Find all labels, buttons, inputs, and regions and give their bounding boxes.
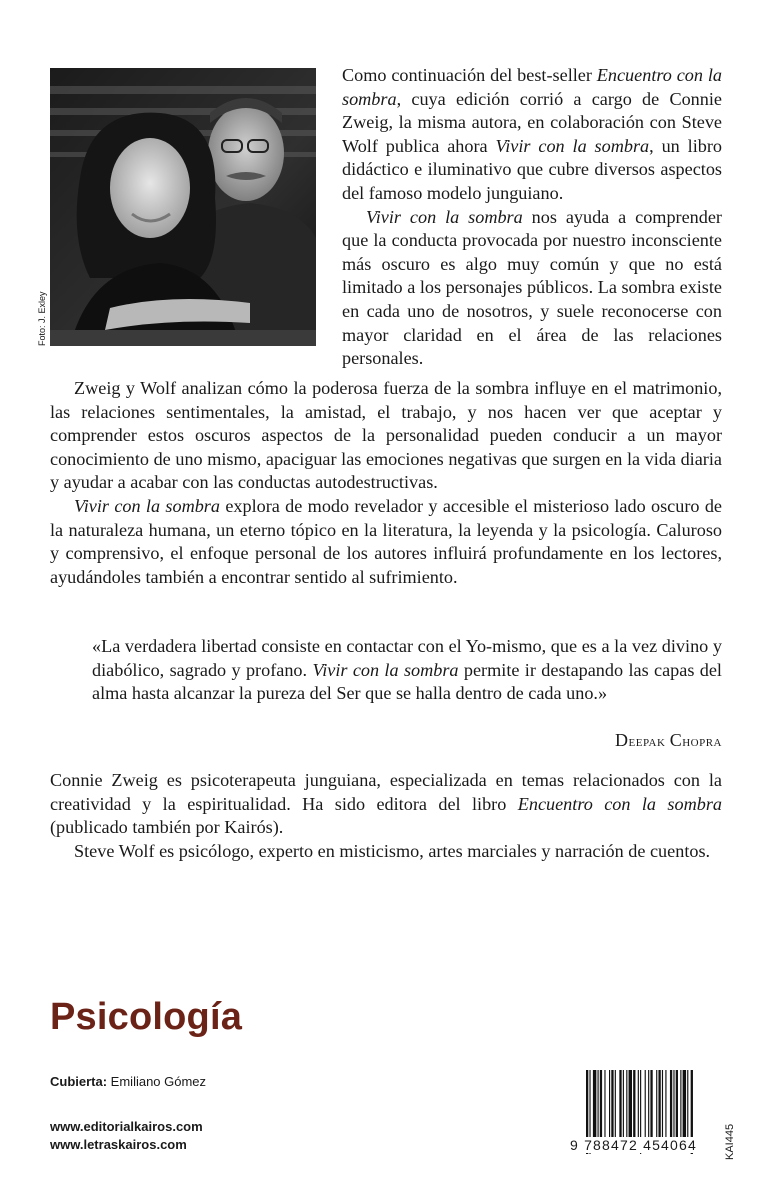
barcode-bar	[662, 1070, 663, 1146]
barcode-bar	[656, 1070, 657, 1146]
barcode-bar	[650, 1070, 652, 1146]
barcode-bar	[600, 1070, 602, 1146]
bio-paragraph-1: Connie Zweig es psicoterapeuta junguiana, especializada en temas relacionados con la creatividad y la espiritualidad. Ha sido editora del libro Encuentro con la sombra (publicado también por Kairós).	[50, 770, 722, 838]
barcode-bar	[645, 1070, 646, 1146]
link-editorialkairos[interactable]: www.editorialkairos.com	[50, 1119, 203, 1134]
author-photo	[50, 68, 316, 346]
barcode-bar	[687, 1070, 688, 1146]
barcode-bar	[676, 1070, 678, 1146]
barcode-bar	[683, 1070, 686, 1146]
main-paragraph-1: Zweig y Wolf analizan cómo la poderosa fuerza de la sombra influye en el matrimonio, las relaciones sentimentales, la amistad, el trabajo, y nos hacen ver que aceptar y comprender estos oscuros aspectos de la personalidad pueden conducir a un mayor conocimiento de uno mismo, apaciguar las emociones negativas que surgen en la vida diaria y ayudar a acabar con las conductas autodestructivas.	[50, 378, 722, 493]
section-title: Psicología	[50, 996, 243, 1038]
link-letraskairos[interactable]: www.letraskairos.com	[50, 1137, 187, 1152]
main-paragraph-2: Vivir con la sombra explora de modo revelador y accesible el misterioso lado oscuro de la naturaleza humana, un eterno tópico en la literatura, la leyenda y la psicología. Caluroso y comprensivo, el enfoque personal de los autores influirá profundamente en los lectores, ayudándoles también a encontrar sentido al sufrimiento.	[50, 495, 722, 587]
barcode-bar	[609, 1070, 610, 1146]
bio-paragraph-2: Steve Wolf es psicólogo, experto en misticismo, artes marciales y narración de cuentos.	[74, 840, 711, 861]
isbn-number: 9 788472 454064	[570, 1137, 697, 1153]
main-text	[50, 377, 722, 589]
barcode-bar	[648, 1070, 649, 1146]
barcode-bar	[615, 1070, 616, 1146]
barcode-bar	[626, 1070, 627, 1146]
quote-author: Deepak Chopra	[615, 730, 722, 750]
barcode-bar	[670, 1070, 672, 1146]
barcode-bar	[629, 1070, 632, 1146]
barcode-bar	[619, 1070, 621, 1146]
barcode-bar	[593, 1070, 596, 1146]
barcode-bar	[673, 1070, 674, 1146]
barcode-bar	[598, 1070, 599, 1146]
product-code: KAI445	[724, 1123, 736, 1160]
barcode-bar	[611, 1070, 613, 1146]
intro-paragraph-1: Como continuación del best-seller Encuentro con la sombra, cuya edición corrió a cargo de Connie Zweig, la misma autora, en colaboración con Steve Wolf publica ahora Vivir con la sombra, un libro didáctico e iluminativo que cubre diversos aspectos del famoso modelo junguiano.	[342, 65, 722, 203]
website-links	[50, 1118, 203, 1154]
barcode-bar	[665, 1070, 666, 1146]
barcode-bar	[680, 1070, 681, 1146]
barcode-bar	[638, 1070, 639, 1146]
cover-credit: Cubierta: Emiliano Gómez	[50, 1074, 207, 1089]
photo-credit: Foto: J. Exley	[37, 291, 47, 346]
intro-text	[342, 64, 722, 371]
barcode-bar	[658, 1070, 660, 1146]
intro-paragraph-2: Vivir con la sombra nos ayuda a comprender que la conducta provocada por nuestro inconsciente más oscuro es algo muy común y que no está limitado a los personajes públicos. La sombra existe en cada uno de nosotros, y suele reconocerse con mayor claridad en el área de las relaciones personales.	[342, 206, 722, 369]
barcode-bar	[604, 1070, 605, 1146]
author-bio	[50, 769, 722, 863]
barcode-bar	[633, 1070, 635, 1146]
barcode-bar	[623, 1070, 624, 1146]
quote-text: «La verdadera libertad consiste en contactar con el Yo-mismo, que es a la vez divino y diabólico, sagrado y profano. Vivir con la sombra permite ir destapando las capas del alma hasta alcanzar la pureza del Ser que se halla dentro de cada uno.»	[92, 636, 722, 704]
